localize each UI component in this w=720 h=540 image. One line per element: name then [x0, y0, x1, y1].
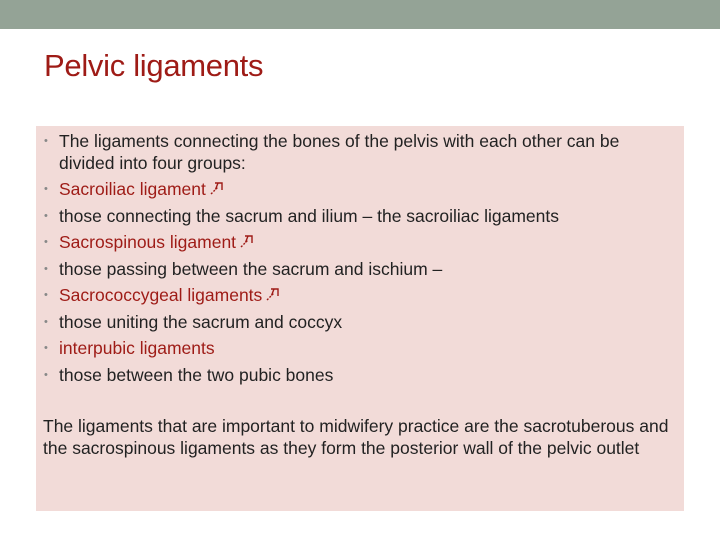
bullet-dot: • — [44, 289, 48, 301]
bullet-item-sacroiliac-desc — [36, 203, 684, 230]
bullet-dot: • — [44, 342, 48, 354]
bullet-dot: • — [44, 209, 48, 222]
bullet-text: those passing between the sacrum and ischium – — [59, 258, 443, 279]
bullet-text: those between the two pubic bones — [59, 364, 334, 385]
bullet-text: The ligaments connecting the bones of the pelvis with each other can be divided into four groups: — [59, 131, 620, 173]
summary-paragraph: The ligaments that are important to midwifery practice are the sacrotuberous and the sacrospinous ligaments as they form the posterior wall of the pelvic outlet — [43, 416, 669, 458]
bullet-dot: • — [44, 135, 48, 147]
bullet-text: those uniting the sacrum and coccyx — [59, 311, 343, 332]
bullet-dot: • — [44, 262, 48, 275]
bullet-item-interpubic-desc — [36, 362, 684, 389]
sacroiliac-ligament-link[interactable]: Sacroiliac ligament — [59, 179, 206, 199]
bullet-dot: • — [44, 315, 48, 328]
bullet-item-sacrospinous-desc — [36, 256, 684, 283]
content-box — [36, 126, 684, 511]
bullet-dot: • — [44, 183, 48, 195]
bullet-item-interpubic-ligaments — [36, 335, 684, 362]
hyperlink-arrow-icon[interactable] — [209, 180, 225, 196]
hyperlink-arrow-icon[interactable] — [239, 233, 255, 249]
slide-title: Pelvic ligaments — [44, 48, 264, 83]
bullet-item-intro — [36, 128, 684, 176]
bullet-dot: • — [44, 236, 48, 248]
bullet-item-sacroiliac-ligament[interactable] — [36, 176, 684, 203]
bullet-list — [36, 128, 684, 388]
sacrococcygeal-ligaments-link[interactable]: Sacrococcygeal ligaments — [59, 285, 263, 305]
top-accent-bar — [0, 0, 720, 29]
hyperlink-arrow-icon[interactable] — [265, 286, 281, 302]
bullet-text: those connecting the sacrum and ilium – the sacroiliac ligaments — [59, 205, 559, 226]
bullet-item-sacrococcygeal-ligaments[interactable] — [36, 282, 684, 309]
bullet-text: interpubic ligaments — [59, 338, 215, 358]
sacrospinous-ligament-link[interactable]: Sacrospinous ligament — [59, 232, 237, 252]
bullet-item-sacrospinous-ligament[interactable] — [36, 229, 684, 256]
bullet-item-sacrococcygeal-desc — [36, 309, 684, 336]
bullet-dot: • — [44, 368, 48, 381]
